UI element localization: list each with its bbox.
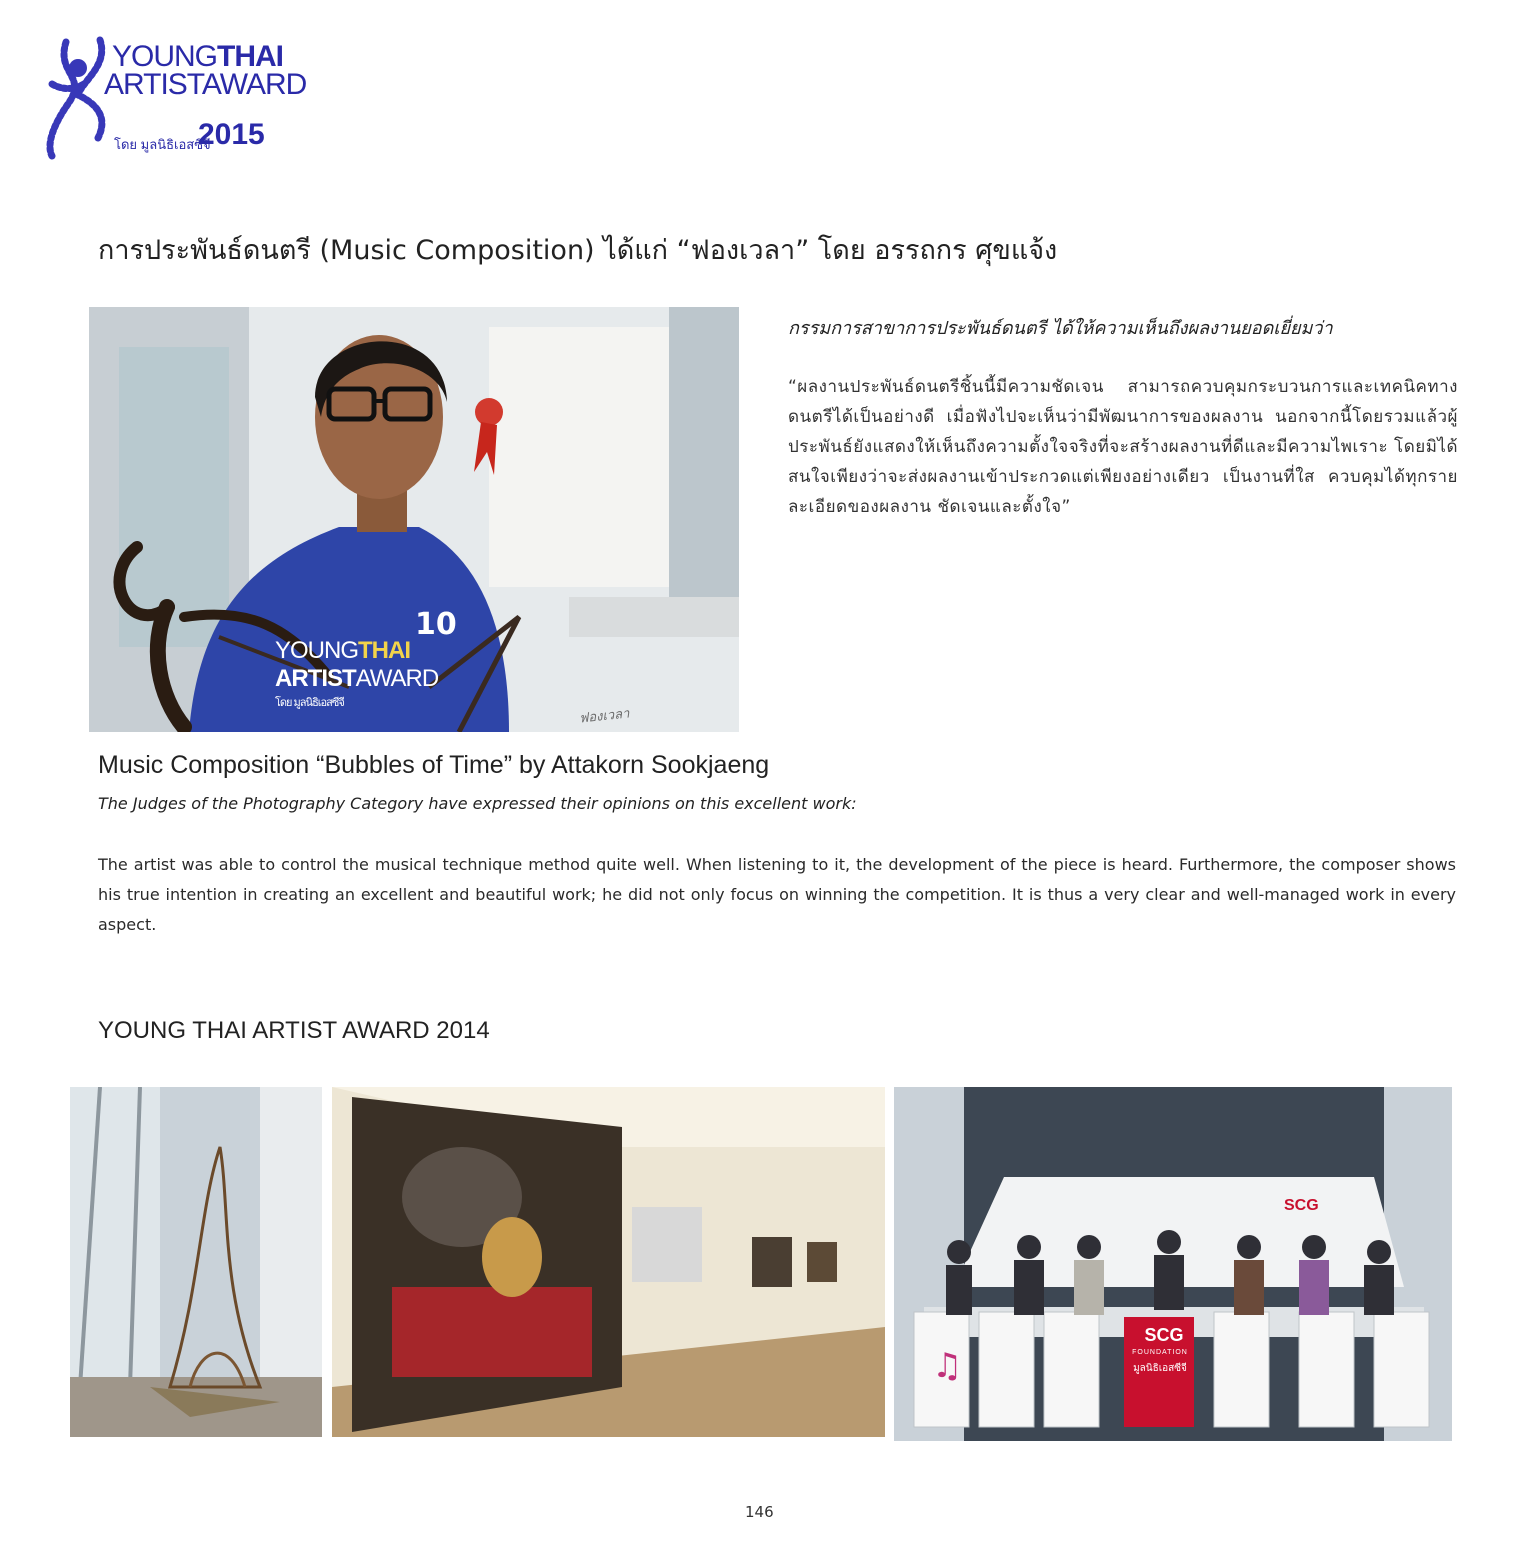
judges-quote-thai: “ผลงานประพันธ์ดนตรีชิ้นนี้มีความชัดเจน สามารถควบคุมกระบวนการและเทคนิคทางดนตรีได้เป็นอย่างดี เมื่อฟังไปจะเห็นว่ามีพัฒนาการของผลงาน นอกจากนี้โดยรวมแล้วผู้ประพันธ์ยังแสดงให้เห็นถึงความตั้งใจจริงที่จะสร้างผลงานที่ดีและมีความไพเราะ โดยมิได้สนใจเพียงว่าจะส่งผลงานเข้าประกวดแต่เพียงอย่างเดียว เป็นงานที่ใส ควบคุมได้ทุกรายละเอียดของผลงาน ชัดเจนและตั้งใจ” (788, 377, 1458, 517)
shirt-young: YOUNG (275, 637, 359, 664)
logo-subtitle: โดย มูลนิธิเอสซีจี (114, 137, 211, 152)
music-note-icon: ♫ (932, 1346, 963, 1386)
page-number: 146 (745, 1503, 774, 1521)
award-ceremony-photo (894, 1087, 1452, 1441)
logo-award: AWARD (201, 68, 307, 101)
gallery-illustration (332, 1087, 885, 1437)
scg-banner-logo: SCG (1284, 1197, 1319, 1214)
installation-illustration (70, 1087, 322, 1437)
shirt-award: AWARD (355, 665, 439, 692)
judges-intro-english: The Judges of the Photography Category have expressed their opinions on this excellent work: (98, 794, 857, 813)
judges-intro-thai: กรรมการสาขาการประพันธ์ดนตรี ได้ให้ความเห็นถึงผลงานยอดเยี่ยมว่า (788, 318, 1333, 339)
shirt-thai: THAI (358, 637, 411, 664)
title-english: Music Composition “Bubbles of Time” by Attakorn Sookjaeng (98, 751, 770, 779)
logo-year: 2015 (198, 118, 265, 151)
scg-podium-logo: SCG (1144, 1325, 1184, 1345)
logo-thai: THAI (217, 40, 284, 73)
shirt-artist: ARTIST (275, 665, 356, 692)
section-heading-2014: YOUNG THAI ARTIST AWARD 2014 (98, 1017, 490, 1044)
shirt-print (275, 637, 438, 711)
shirt-number: 10 (415, 607, 457, 642)
judges-statement-english: The artist was able to control the musical technique method quite well. When listening to it, the development of the piece is heard. Furthermore, the composer shows his true intention in creating an excellent and beautiful work; he did not only focus on winning the competition. It is thus a very clear and well-managed work in every aspect. (98, 855, 1456, 934)
gallery-painting-photo (332, 1087, 885, 1437)
label-card-text: ฟองเวลา (578, 706, 631, 727)
winner-portrait-photo (89, 307, 739, 732)
shirt-subtitle: โดย มูลนิธิเอสซีจี (275, 697, 344, 709)
logo-artist: ARTIST (104, 68, 202, 101)
heading-thai: การประพันธ์ดนตรี (Music Composition) ได้แก่ “ฟองเวลา” โดย อรรถกร ศุขแจ้ง (98, 235, 1058, 266)
logo-young: YOUNG (112, 40, 218, 73)
ceremony-illustration (894, 1087, 1452, 1441)
installation-photo (70, 1087, 322, 1437)
scg-foundation-label: FOUNDATION (1132, 1349, 1188, 1356)
scg-foundation-thai: มูลนิธิเอสซีจี (1133, 1363, 1187, 1374)
award-logo (38, 34, 307, 164)
